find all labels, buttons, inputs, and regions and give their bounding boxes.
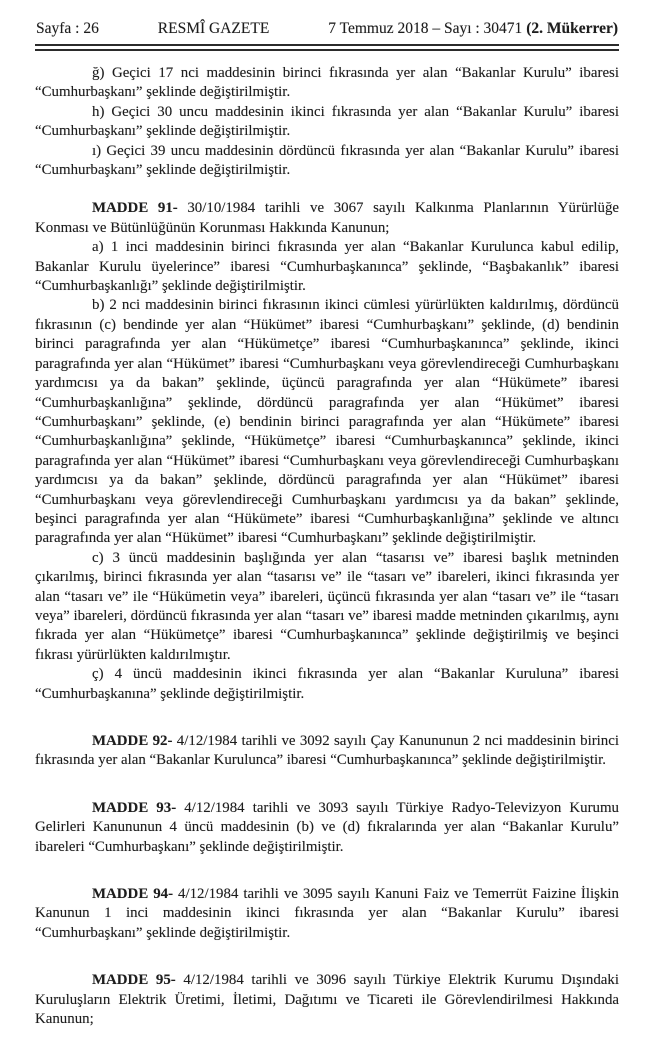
paragraph-text: 4/12/1984 tarihli ve 3095 sayılı Kanuni Faiz ve Temerrüt Faizine İlişkin Kanunun 1 inci maddesinin ikinci fıkrasında yer alan “Bakanlar Kurulu” ibaresi “Cumhurbaşkanı” şeklinde değiştirilmiştir. [35, 886, 619, 941]
paragraph-text: 4/12/1984 tarihli ve 3093 sayılı Türkiye Radyo-Televizyon Kurumu Gelirleri Kanununun 4 üncü maddesinin (b) ve (d) fıkralarında yer alan “Bakanlar Kurulu” ibareleri “Cumhurbaşkanı” şeklinde değiştirilmiştir. [35, 799, 619, 855]
paragraph-text: b) 2 nci maddesinin birinci fıkrasının ikinci cümlesi yürürlükten kaldırılmış, dördüncü fıkrasının (c) bendinde yer alan “Hükümet” ibaresi “Cumhurbaşkanı” şeklinde, (d) bendinin birinci paragrafında yer alan “Hükümetçe” ibaresi “Cumhurbaşkanınca” şeklinde, ikinci paragrafında yer alan “Hükümet” ibaresi “Cumhurbaşkanı veya görevlendireceği Cumhurbaşkanı yardımcısı ya da bakan” şeklinde, üçüncü paragrafında yer alan “Hükümete” ibaresi “Cumhurbaşkanlığına” şeklinde, dördüncü paragrafında yer alan “Hükümet” ibaresi “Cumhurbaşkanı” şeklinde, (e) bendinin birinci paragrafında yer alan “Hükümete” ibaresi “Cumhurbaşkanlığına” şeklinde, “Hükümetçe” ibaresi “Cumhurbaşkanınca” şeklinde, ikinci paragrafında yer alan “Hükümet” ibaresi “Cumhurbaşkanı veya görevlendireceği Cumhurbaşkanı yardımcısı ya da bakan” şeklinde, dördüncü paragrafında yer alan “Hükümet” ibaresi “Cumhurbaşkanı veya görevlendireceği Cumhurbaşkanı yardımcısı ya da bakan” şeklinde, beşinci paragrafında yer alan “Hükümete” ibaresi “Cumhurbaşkanlığına” şeklinde ve altıncı paragrafında yer alan “Hükümet” ibaresi “Cumhurbaşkanı” şeklinde değiştirilmiştir. [35, 297, 619, 547]
madde-92-paragraph [35, 732, 619, 771]
clause-i-paragraph [35, 142, 619, 181]
issue-date-text: 7 Temmuz 2018 – Sayı : 30471 [328, 20, 523, 37]
clause-b-paragraph [35, 296, 619, 548]
madde-91-paragraph [35, 199, 619, 238]
paragraph-text: 4/12/1984 tarihli ve 3092 sayılı Çay Kanununun 2 nci maddesinin birinci fıkrasında yer alan “Bakanlar Kurulunca” ibaresi “Cumhurbaşkanınca” şeklinde değiştirilmiştir. [35, 733, 619, 769]
page-number-label: Sayfa : 26 [36, 20, 99, 37]
clause-cedilla-paragraph [35, 665, 619, 704]
paragraph-text: ğ) Geçici 17 nci maddesinin birinci fıkrasında yer alan “Bakanlar Kurulu” ibaresi “Cumhurbaşkanı” şeklinde değiştirilmiştir. [35, 65, 619, 101]
document-body [35, 64, 619, 1029]
clause-a-paragraph [35, 238, 619, 296]
madde-94-paragraph [35, 885, 619, 943]
clause-h-paragraph [35, 103, 619, 142]
paragraph-text: c) 3 üncü maddesinin başlığında yer alan “tasarısı ve” ibaresi başlık metninden çıkarılmış, birinci fıkrasında yer alan “tasarısı ve” ile “tasarı ve” ibareleri, ikinci fıkrasında yer alan “tasarı ve” ile “Hükümetin veya” ibareleri, üçüncü fıkrasında yer alan “tasarı ve” ile “tasarı veya” ibareleri, dördüncü fıkrasında yer alan “tasarı ve” ibaresi madde metninden çıkarılmış, aynı fıkrada yer alan “Hükümetçe” ibaresi “Cumhurbaşkanınca” şeklinde değiştirilmiş ve beşinci fıkrası yürürlükten kaldırılmıştır. [35, 549, 619, 663]
mukerrer-label: (2. Mükerrer) [526, 20, 618, 37]
paragraph-text: a) 1 inci maddesinin birinci fıkrasında yer alan “Bakanlar Kurulunca kabul edilip, Bakanlar Kurulu üyelerince” ibaresi “Cumhurbaşkanınca” şeklinde, “Başbakanlık” ibaresi “Cumhurbaşkanlığı” şeklinde değiştirilmiştir. [35, 239, 619, 295]
paragraph-text: ı) Geçici 39 uncu maddesinin dördüncü fıkrasında yer alan “Bakanlar Kurulu” ibaresi “Cumhurbaşkanı” şeklinde değiştirilmiştir. [35, 142, 619, 179]
header-rule [35, 44, 619, 51]
paragraph-text: h) Geçici 30 uncu maddesinin ikinci fıkrasında yer alan “Bakanlar Kurulu” ibaresi “Cumhurbaşkanı” şeklinde değiştirilmiştir. [35, 103, 619, 140]
madde-95-label: MADDE 95- [92, 972, 176, 989]
madde-94-label: MADDE 94- [92, 886, 174, 903]
madde-95-paragraph [35, 971, 619, 1029]
issue-info [328, 20, 618, 38]
clause-c-paragraph [35, 549, 619, 665]
page-header [35, 20, 619, 44]
madde-93-paragraph [35, 799, 619, 857]
madde-92-label: MADDE 92- [92, 733, 173, 749]
paragraph-text: ç) 4 üncü maddesinin ikinci fıkrasında yer alan “Bakanlar Kuruluna” ibaresi “Cumhurbaşkanına” şeklinde değiştirilmiştir. [35, 666, 619, 702]
clause-g-paragraph [35, 64, 619, 103]
madde-91-label: MADDE 91- [92, 200, 178, 217]
paragraph-text: 4/12/1984 tarihli ve 3096 sayılı Türkiye Elektrik Kurumu Dışındaki Kuruluşların Elektrik Üretimi, İletimi, Dağıtımı ve Ticareti ile Görevlendirilmesi Hakkında Kanunun; [35, 972, 619, 1028]
gazette-title: RESMÎ GAZETE [157, 20, 270, 37]
madde-93-label: MADDE 93- [92, 799, 177, 816]
paragraph-text: 30/10/1984 tarihli ve 3067 sayılı Kalkınma Planlarının Yürürlüğe Konması ve Bütünlüğünün Korunması Hakkında Kanunun; [35, 200, 619, 236]
